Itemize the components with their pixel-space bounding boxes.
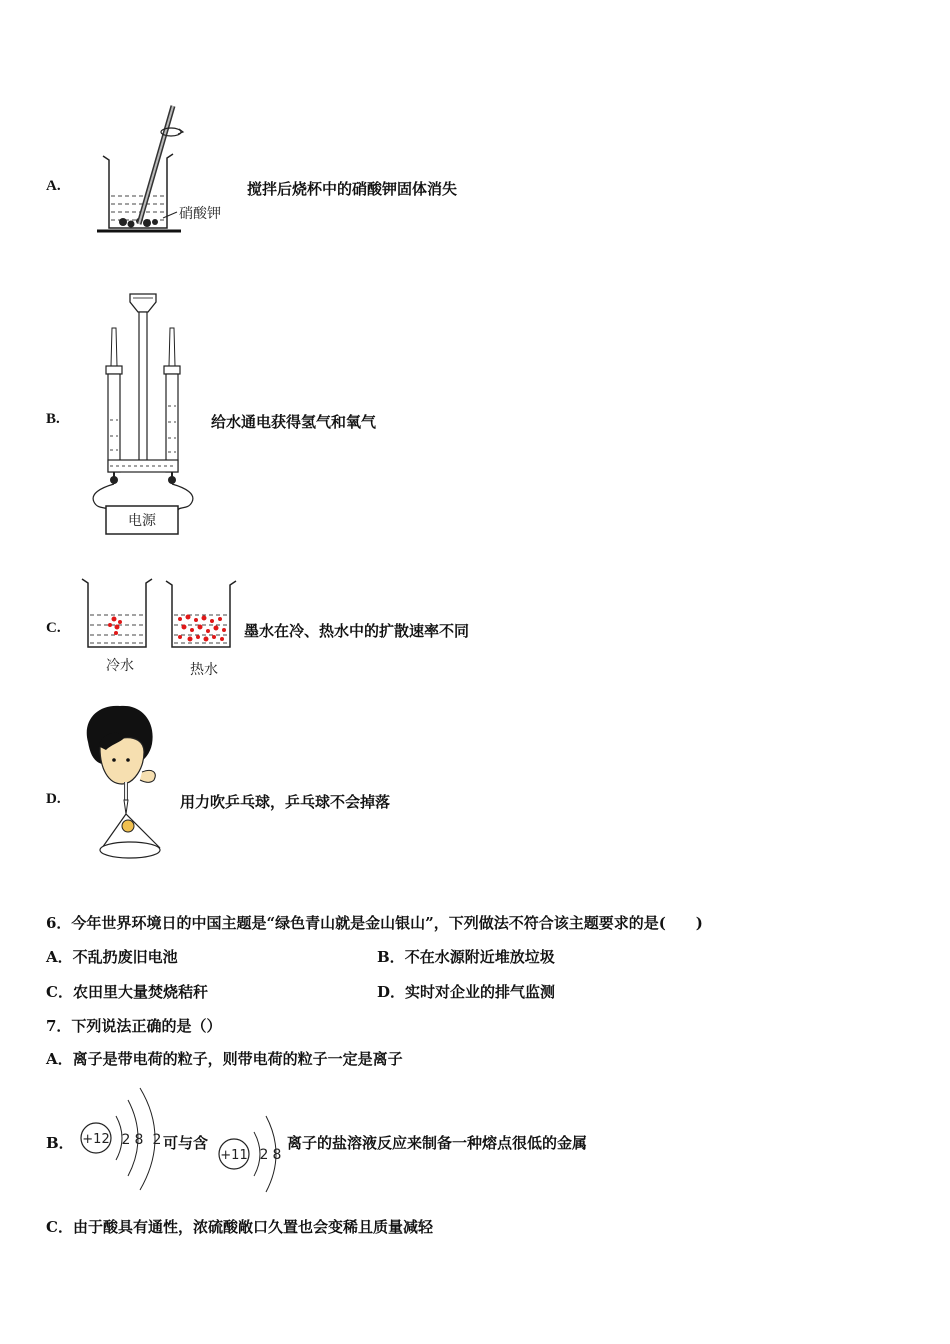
atom2-shell-2: 8 [272, 1147, 282, 1163]
q6-option-b [377, 946, 555, 967]
atom1-shell-1: 2 [121, 1132, 131, 1148]
question-6-stem: 6．今年世界环境日的中国主题是“绿色青山就是金山银山”，下列做法不符合该主题要求的是( ) [46, 914, 703, 932]
option-b-label: B. [46, 411, 60, 427]
atom2-shell-1: 2 [259, 1147, 269, 1163]
option-d-label: D. [46, 791, 61, 807]
figure-label-hot-water: 热水 [190, 662, 218, 678]
figure-label-kno3: 硝酸钾 [179, 206, 221, 222]
q7-option-b-text-end: 离子的盐溶液反应来制备一种熔点很低的金属 [287, 1134, 588, 1152]
option-d-text: 用力吹乒乓球，乒乓球不会掉落 [180, 793, 391, 811]
q6-option-b-text: 不在水源附近堆放垃圾 [404, 948, 555, 966]
q6-option-d-text: 实时对企业的排气监测 [405, 983, 556, 1001]
q7-option-a [46, 1048, 403, 1069]
ink-diffusion-beakers-figure [80, 575, 238, 683]
q7-option-c-label: C． [46, 1218, 73, 1236]
q7-option-b-label: B． [46, 1134, 74, 1152]
q6-option-d-label: D． [377, 983, 406, 1001]
q6-option-c-text: 农田里大量焚烧秸秆 [72, 983, 208, 1001]
mg-atom-diagram [81, 1088, 161, 1190]
option-c-label: C. [46, 620, 61, 636]
option-a-label: A. [46, 178, 61, 194]
q7-option-c-text: 由于酸具有通性，浓硫酸敞口久置也会变稀且质量减轻 [72, 1218, 433, 1236]
option-c-text: 墨水在冷、热水中的扩散速率不同 [244, 622, 470, 640]
question-7-stem: 7．下列说法正确的是（） [46, 1017, 222, 1035]
q7-option-a-text: 离子是带电荷的粒子，则带电荷的粒子一定是离子 [72, 1050, 403, 1068]
atom2-nucleus: +11 [220, 1148, 248, 1163]
figure-label-cold-water: 冷水 [106, 658, 134, 674]
q7-option-b-text-mid: 可与含 [163, 1134, 209, 1152]
beaker-stirring-figure [95, 100, 240, 235]
hot-water-beaker [166, 581, 236, 647]
q6-option-d [377, 981, 555, 1002]
electrolysis-apparatus-figure [86, 288, 201, 540]
atom1-shell-2: 8 [134, 1132, 144, 1148]
q6-option-a [46, 946, 178, 967]
atom1-shell-3: 2 [152, 1132, 162, 1148]
option-b-text: 给水通电获得氢气和氧气 [211, 413, 377, 431]
q6-option-b-label: B． [377, 948, 405, 966]
q7-option-a-label: A． [46, 1050, 73, 1068]
q6-option-a-text: 不乱扔废旧电池 [72, 948, 178, 966]
q6-option-c [46, 981, 208, 1002]
figure-label-power: 电源 [128, 513, 156, 529]
q6-option-c-label: C． [46, 983, 73, 1001]
atom1-nucleus: +12 [82, 1132, 110, 1147]
q6-option-a-label: A． [46, 948, 73, 966]
q7-option-c [46, 1216, 433, 1237]
na-atom-diagram [219, 1116, 281, 1192]
option-a-text: 搅拌后烧杯中的硝酸钾固体消失 [247, 180, 458, 198]
boy-blowing-ping-pong-figure [82, 702, 174, 864]
cold-water-beaker [82, 579, 152, 647]
